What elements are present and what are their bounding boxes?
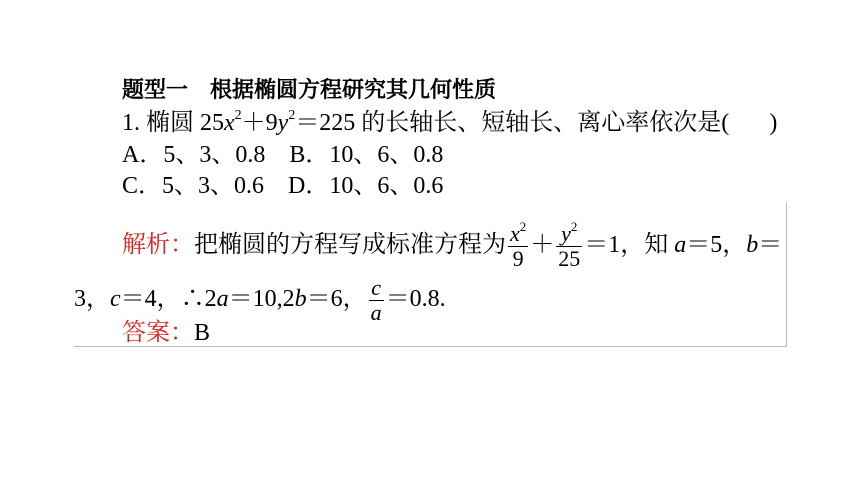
var-y: y [277, 110, 289, 136]
option-b: B．10、6、0.8 [289, 142, 444, 168]
question-close: ) [769, 110, 778, 136]
eq-one: ＝1，知 [584, 232, 675, 259]
question-text [122, 108, 777, 138]
var-b: b [746, 232, 759, 259]
answer-line [122, 318, 210, 348]
var-a: a [674, 232, 687, 259]
answer-value: B [194, 320, 211, 346]
fraction-x2-over-9 [508, 218, 528, 271]
option-a: A．5、3、0.8 [122, 142, 266, 168]
question-rhs: ＝225 的长轴长、短轴长、离心率依次是( [295, 110, 730, 136]
options-row-1 [122, 140, 443, 170]
frac1-den: 9 [512, 246, 524, 271]
question-prefix: 1. 椭圆 [122, 110, 200, 136]
var-x: x [224, 110, 235, 136]
a-value: ＝5， [686, 232, 747, 259]
frac2-num-exp: 2 [570, 218, 578, 234]
frac3-num: c [369, 276, 384, 301]
plus-sign: ＋ [530, 232, 555, 259]
plus-9: ＋9 [241, 110, 278, 136]
frac1-num-exp: 2 [519, 218, 527, 234]
fraction-y2-over-25 [556, 218, 582, 271]
fraction-c-over-a [369, 276, 384, 325]
var-a-2: a [216, 286, 229, 313]
frac1-num-var: x [510, 221, 520, 246]
b-eq: ＝ [758, 232, 783, 259]
mid-text-2: ＝6， [306, 286, 367, 313]
exp-x: 2 [234, 108, 242, 123]
solution-label: 解析： [122, 232, 194, 259]
end-text: ＝0.8. [385, 286, 446, 313]
var-b-2: b [294, 286, 307, 313]
frac3-den: a [370, 300, 382, 325]
mid-text: ＝10,2 [228, 286, 295, 313]
frac2-den: 25 [558, 246, 581, 271]
section-title: 题型一 根据椭圆方程研究其几何性质 [122, 78, 497, 103]
b-value: 3， [74, 286, 110, 313]
frac2-num-var: y [561, 221, 571, 246]
coef-25: 25 [200, 110, 224, 136]
solution-text: 把椭圆的方程写成标准方程为 [194, 232, 506, 259]
answer-label: 答案： [122, 320, 194, 346]
options-row-2 [122, 171, 443, 201]
option-c: C．5、3、0.6 [122, 173, 265, 199]
solution-line-1 [122, 218, 783, 271]
exp-y: 2 [288, 108, 296, 123]
option-d: D．10、6、0.6 [288, 173, 444, 199]
var-c: c [110, 286, 121, 313]
c-value: ＝4，∴2 [120, 286, 217, 313]
